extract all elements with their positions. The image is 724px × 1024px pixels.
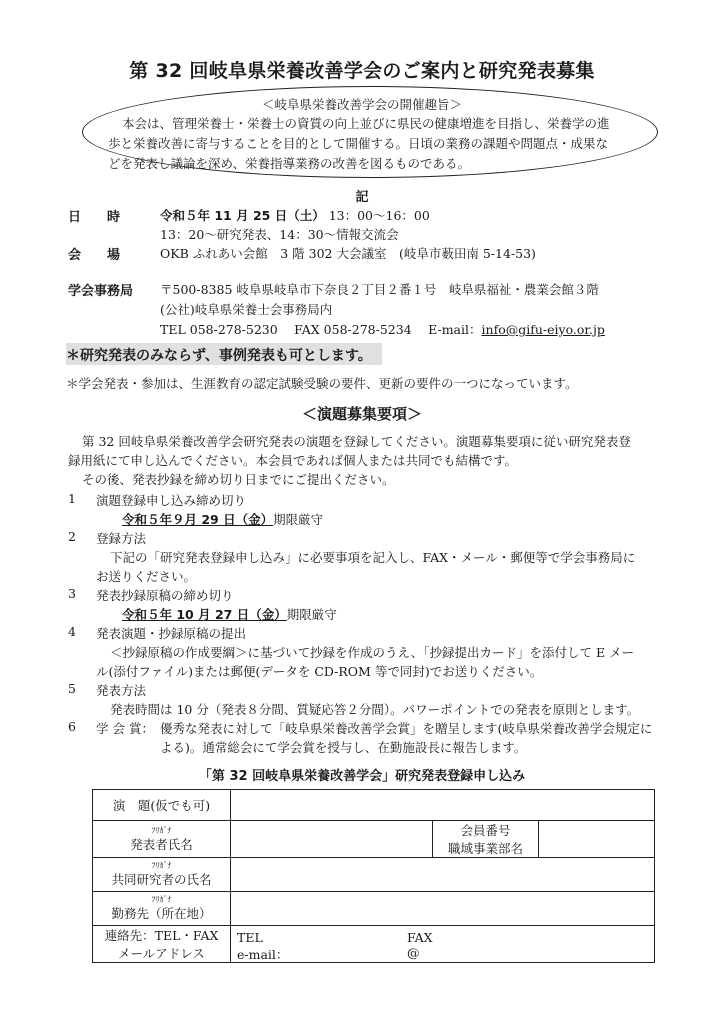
deadline-date: 令和５年９月 29 日（金）	[122, 512, 274, 527]
deadline-date: 令和５年 10 月 27 日（金）	[122, 607, 287, 622]
purpose-line: 歩と栄養改善に寄与することを目的として開催する。日頃の業務の課題や問題点・成果な	[108, 136, 609, 151]
date-day: 令和５年 11 月 25 日（土）	[160, 208, 325, 223]
member-category-field[interactable]	[539, 821, 655, 858]
registration-form	[92, 789, 655, 963]
section-title: ＜演題募集要項＞	[301, 405, 422, 423]
item-title: 発表方法	[96, 683, 147, 698]
item-title: 発表抄録原稿の締め切り	[96, 588, 234, 603]
contact-label-email: メールアドレス	[118, 946, 205, 961]
office-address: 〒500-8385 岐阜県岐阜市下奈良２丁目２番１号 岐阜県福祉・農業会館３階	[160, 282, 599, 297]
at-sign: @	[407, 945, 420, 960]
item-number: 2	[68, 529, 76, 544]
office-email-link[interactable]: info@gifu-eiyo.or.jp	[481, 322, 605, 337]
item-title: 演題登録申し込み締め切り	[96, 493, 247, 508]
venue-label: 会 場	[68, 248, 121, 263]
venue-value: OKB ふれあい会館 3 階 302 大会議室 (岐阜市薮田南 5-14-53)	[160, 246, 536, 261]
workplace-label-cell	[93, 892, 231, 926]
workplace-field[interactable]	[231, 892, 655, 926]
item-text: 下記の「研究発表登録申し込み」に必要事項を記入し、FAX・メール・郵便等で学会事務局に	[110, 550, 636, 565]
item-number: 4	[68, 624, 76, 639]
theme-label: 演 題(仮でも可)	[93, 790, 231, 821]
member-category-label-cell	[433, 821, 539, 858]
item-title: 登録方法	[96, 531, 147, 546]
item-number: 6	[68, 719, 76, 734]
furigana-label: ﾌﾘｶﾞﾅ	[151, 825, 172, 835]
contact-label-cell	[93, 926, 231, 963]
category-label: 職域事業部名	[447, 841, 523, 856]
contact-label-phone: 連絡先：TEL・FAX	[104, 928, 219, 943]
item-text: よる)。通常総会にて学会賞を授与し、在勤施設長に報告します。	[160, 740, 527, 755]
coresearcher-field[interactable]	[231, 858, 655, 892]
item-deadline	[122, 605, 337, 623]
item-number: 1	[68, 491, 76, 506]
coresearcher-label: 共同研究者の氏名	[111, 872, 212, 887]
office-contact	[160, 320, 605, 338]
form-title: 「第 32 回岐阜県栄養改善学会」研究発表登録申し込み	[198, 769, 526, 784]
item-text: お送りください。	[96, 569, 197, 584]
fax-label: FAX	[407, 930, 433, 945]
note-case-study: ＊研究発表のみならず、事例発表も可とします。	[66, 348, 372, 364]
item-title: 発表演題・抄録原稿の提出	[96, 626, 247, 641]
coresearcher-label-cell	[93, 858, 231, 892]
purpose-line: 本会は、管理栄養士・栄養士の資質の向上並びに県民の健康増進を目指し、栄養学の進	[122, 116, 610, 131]
item-text: ＜抄録原稿の作成要綱＞に基づいて抄録を作成のうえ、「抄録提出カード」を添付して E メー	[110, 645, 635, 660]
item-title: 学 会 賞：	[96, 721, 154, 736]
member-no-label: 会員番号	[460, 823, 511, 838]
page-title: 第 32 回岐阜県栄養改善学会のご案内と研究発表募集	[129, 60, 595, 82]
date-value	[160, 206, 430, 224]
office-phone-fax: TEL 058-278-5230 FAX 058-278-5234 E-mail：	[160, 322, 482, 337]
item-text: 優秀な発表に対して「岐阜県栄養改善学会賞」を贈呈します(岐阜県栄養改善学会規定に	[160, 721, 653, 736]
intro-line: 第 32 回岐阜県栄養改善学会研究発表の演題を登録してください。演題募集要項に従い研究発表登	[82, 434, 631, 449]
date-time: 13：00～16：00	[328, 208, 430, 223]
presenter-label: 発表者氏名	[130, 836, 193, 852]
email-label: e-mail：	[237, 947, 289, 962]
theme-field[interactable]	[231, 790, 655, 821]
item-number: 3	[68, 586, 76, 601]
furigana-label: ﾌﾘｶﾞﾅ	[151, 861, 172, 870]
contact-field[interactable]	[231, 926, 655, 963]
tel-label: TEL	[237, 930, 263, 945]
note-certification: ＊学会発表・参加は、生涯教育の認定試験受験の要件、更新の要件の一つになっています。	[66, 376, 578, 391]
intro-line: その後、発表抄録を締め切り日までにご提出ください。	[82, 472, 395, 487]
intro-line: 録用紙にて申し込んでください。本会員であれば個人または共同でも結構です。	[68, 453, 518, 468]
deadline-note: 期限厳守	[273, 512, 324, 527]
item-text: ル(添付ファイル)または郵便(データを CD-ROM 等で同封)でお送りください。	[96, 664, 543, 679]
presenter-label-cell	[93, 821, 231, 858]
office-name: (公社)岐阜県栄養士会事務局内	[160, 302, 333, 317]
purpose-line: どを発表し議論を深め、栄養指導業務の改善を図るものである。	[108, 156, 471, 171]
item-number: 5	[68, 681, 76, 696]
date-detail: 13：20～研究発表、14：30～情報交流会	[160, 227, 399, 242]
ki-heading: 記	[355, 190, 369, 205]
workplace-label: 勤務先（所在地）	[111, 906, 212, 921]
office-label: 学会事務局	[68, 284, 134, 299]
date-label: 日 時	[68, 210, 121, 225]
item-deadline	[122, 510, 323, 528]
furigana-label: ﾌﾘｶﾞﾅ	[151, 895, 172, 904]
deadline-note: 期限厳守	[286, 607, 337, 622]
item-text: 発表時間は 10 分（発表８分間、質疑応答２分間）。パワーポイントでの発表を原則とします。	[110, 702, 640, 717]
presenter-field[interactable]	[231, 821, 433, 858]
purpose-heading: ＜岐阜県栄養改善学会の開催趣旨＞	[261, 97, 462, 112]
